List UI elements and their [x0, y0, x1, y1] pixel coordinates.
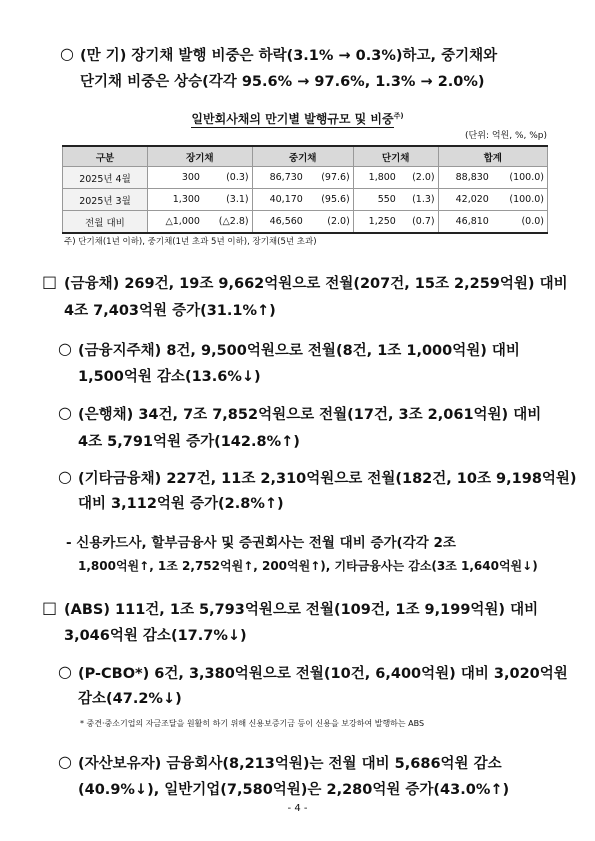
- header-mid: 중기채: [252, 146, 353, 167]
- row-label: 2025년 3월: [63, 189, 148, 211]
- pcbo-line-1: (P-CBO*) 6건, 3,380억원으로 전월(10건, 6,400억원) 대비 3,020억원: [78, 666, 568, 682]
- circle-bullet-icon: ○: [58, 467, 72, 486]
- circle-bullet-icon: ○: [58, 403, 72, 422]
- cell-total-pct: (100.0): [492, 189, 548, 211]
- header-long: 장기채: [148, 146, 253, 167]
- pcbo-footnote: * 중견·중소기업의 자금조달을 원활히 하기 위해 신용보증기금 등이 신용을 보강하여 발행하는 ABS: [80, 719, 425, 728]
- table-title: 일반회사채의 만기별 발행규모 및 비중$^{주)}$: [191, 112, 404, 126]
- cell-mid: 86,730: [252, 167, 306, 189]
- holder-line-2: (40.9%↓), 일반기업(7,580억원)은 2,280억원 증가(43.0%↑): [78, 782, 510, 798]
- header-category: 구분: [63, 146, 148, 167]
- table-header-row: [63, 146, 548, 167]
- table-row: [63, 167, 548, 189]
- bank-line-1: (은행채) 34건, 7조 7,852억원으로 전월(17건, 3조 2,061억원) 대비: [78, 407, 542, 423]
- row-label: 전월 대비: [63, 211, 148, 234]
- other-line-2: 대비 3,112억원 증가(2.8%↑): [78, 496, 284, 512]
- table-row: [63, 189, 548, 211]
- cell-long-pct: (△2.8): [203, 211, 252, 234]
- square-bullet-icon: □: [42, 272, 58, 291]
- page-number: - 4 -: [287, 803, 308, 814]
- header-total: 합계: [438, 146, 547, 167]
- abs-line-1: (ABS) 111건, 1조 5,793억원으로 전월(109건, 1조 9,199억원) 대비: [64, 602, 539, 618]
- cell-mid-pct: (97.6): [306, 167, 353, 189]
- cell-total-pct: (100.0): [492, 167, 548, 189]
- table-title-sup: 주): [393, 112, 404, 120]
- other-line-1: (기타금융채) 227건, 11조 2,310억원으로 전월(182건, 10조 9,198억원): [78, 471, 577, 487]
- maturity-table: [62, 145, 548, 234]
- dash-line-1: - 신용카드사, 할부금융사 및 증권회사는 전월 대비 증가(각각 2조: [66, 535, 456, 551]
- intro-line-1: (만 기) 장기채 발행 비중은 하락(3.1% → 0.3%)하고, 중기채와: [80, 48, 498, 64]
- circle-bullet-icon: ○: [60, 44, 74, 63]
- cell-total: 42,020: [438, 189, 492, 211]
- cell-short: 1,800: [353, 167, 399, 189]
- cell-total: 88,830: [438, 167, 492, 189]
- cell-short-pct: (1.3): [399, 189, 438, 211]
- circle-bullet-icon: ○: [58, 662, 72, 681]
- intro-line-2: 단기채 비중은 상승(각각 95.6% → 97.6%, 1.3% → 2.0%): [80, 74, 485, 90]
- cell-short-pct: (2.0): [399, 167, 438, 189]
- abs-line-2: 3,046억원 감소(17.7%↓): [64, 628, 247, 644]
- cell-mid: 46,560: [252, 211, 306, 234]
- cell-long: △1,000: [148, 211, 203, 234]
- cell-mid: 40,170: [252, 189, 306, 211]
- cell-total-pct: (0.0): [492, 211, 548, 234]
- cell-long: 300: [148, 167, 203, 189]
- header-short: 단기채: [353, 146, 438, 167]
- holding-line-1: (금융지주채) 8건, 9,500억원으로 전월(8건, 1조 1,000억원) 대비: [78, 343, 520, 359]
- cell-short: 1,250: [353, 211, 399, 234]
- circle-bullet-icon: ○: [58, 339, 72, 358]
- cell-mid-pct: (95.6): [306, 189, 353, 211]
- cell-long-pct: (0.3): [203, 167, 252, 189]
- row-label: 2025년 4월: [63, 167, 148, 189]
- cell-long-pct: (3.1): [203, 189, 252, 211]
- cell-short-pct: (0.7): [399, 211, 438, 234]
- table-unit: (단위: 억원, %, %p): [465, 131, 547, 141]
- holder-line-1: (자산보유자) 금융회사(8,213억원)는 전월 대비 5,686억원 감소: [78, 756, 502, 772]
- dash-line-2: 1,800억원↑, 1조 2,752억원↑, 200억원↑), 기타금융사는 감소(3조 1,640억원↓): [78, 559, 538, 573]
- square-bullet-icon: □: [42, 598, 58, 617]
- table-row: [63, 211, 548, 234]
- pcbo-line-2: 감소(47.2%↓): [78, 691, 182, 707]
- bank-line-2: 4조 5,791억원 증가(142.8%↑): [78, 434, 300, 450]
- cell-mid-pct: (2.0): [306, 211, 353, 234]
- cell-long: 1,300: [148, 189, 203, 211]
- cell-total: 46,810: [438, 211, 492, 234]
- fin-line-1: (금융채) 269건, 19조 9,662억원으로 전월(207건, 15조 2,259억원) 대비: [64, 276, 568, 292]
- fin-line-2: 4조 7,403억원 증가(31.1%↑): [64, 303, 276, 319]
- holding-line-2: 1,500억원 감소(13.6%↓): [78, 369, 261, 385]
- circle-bullet-icon: ○: [58, 752, 72, 771]
- table-note: 주) 단기채(1년 이하), 중기채(1년 초과 5년 이하), 장기채(5년 초과): [64, 237, 317, 247]
- cell-short: 550: [353, 189, 399, 211]
